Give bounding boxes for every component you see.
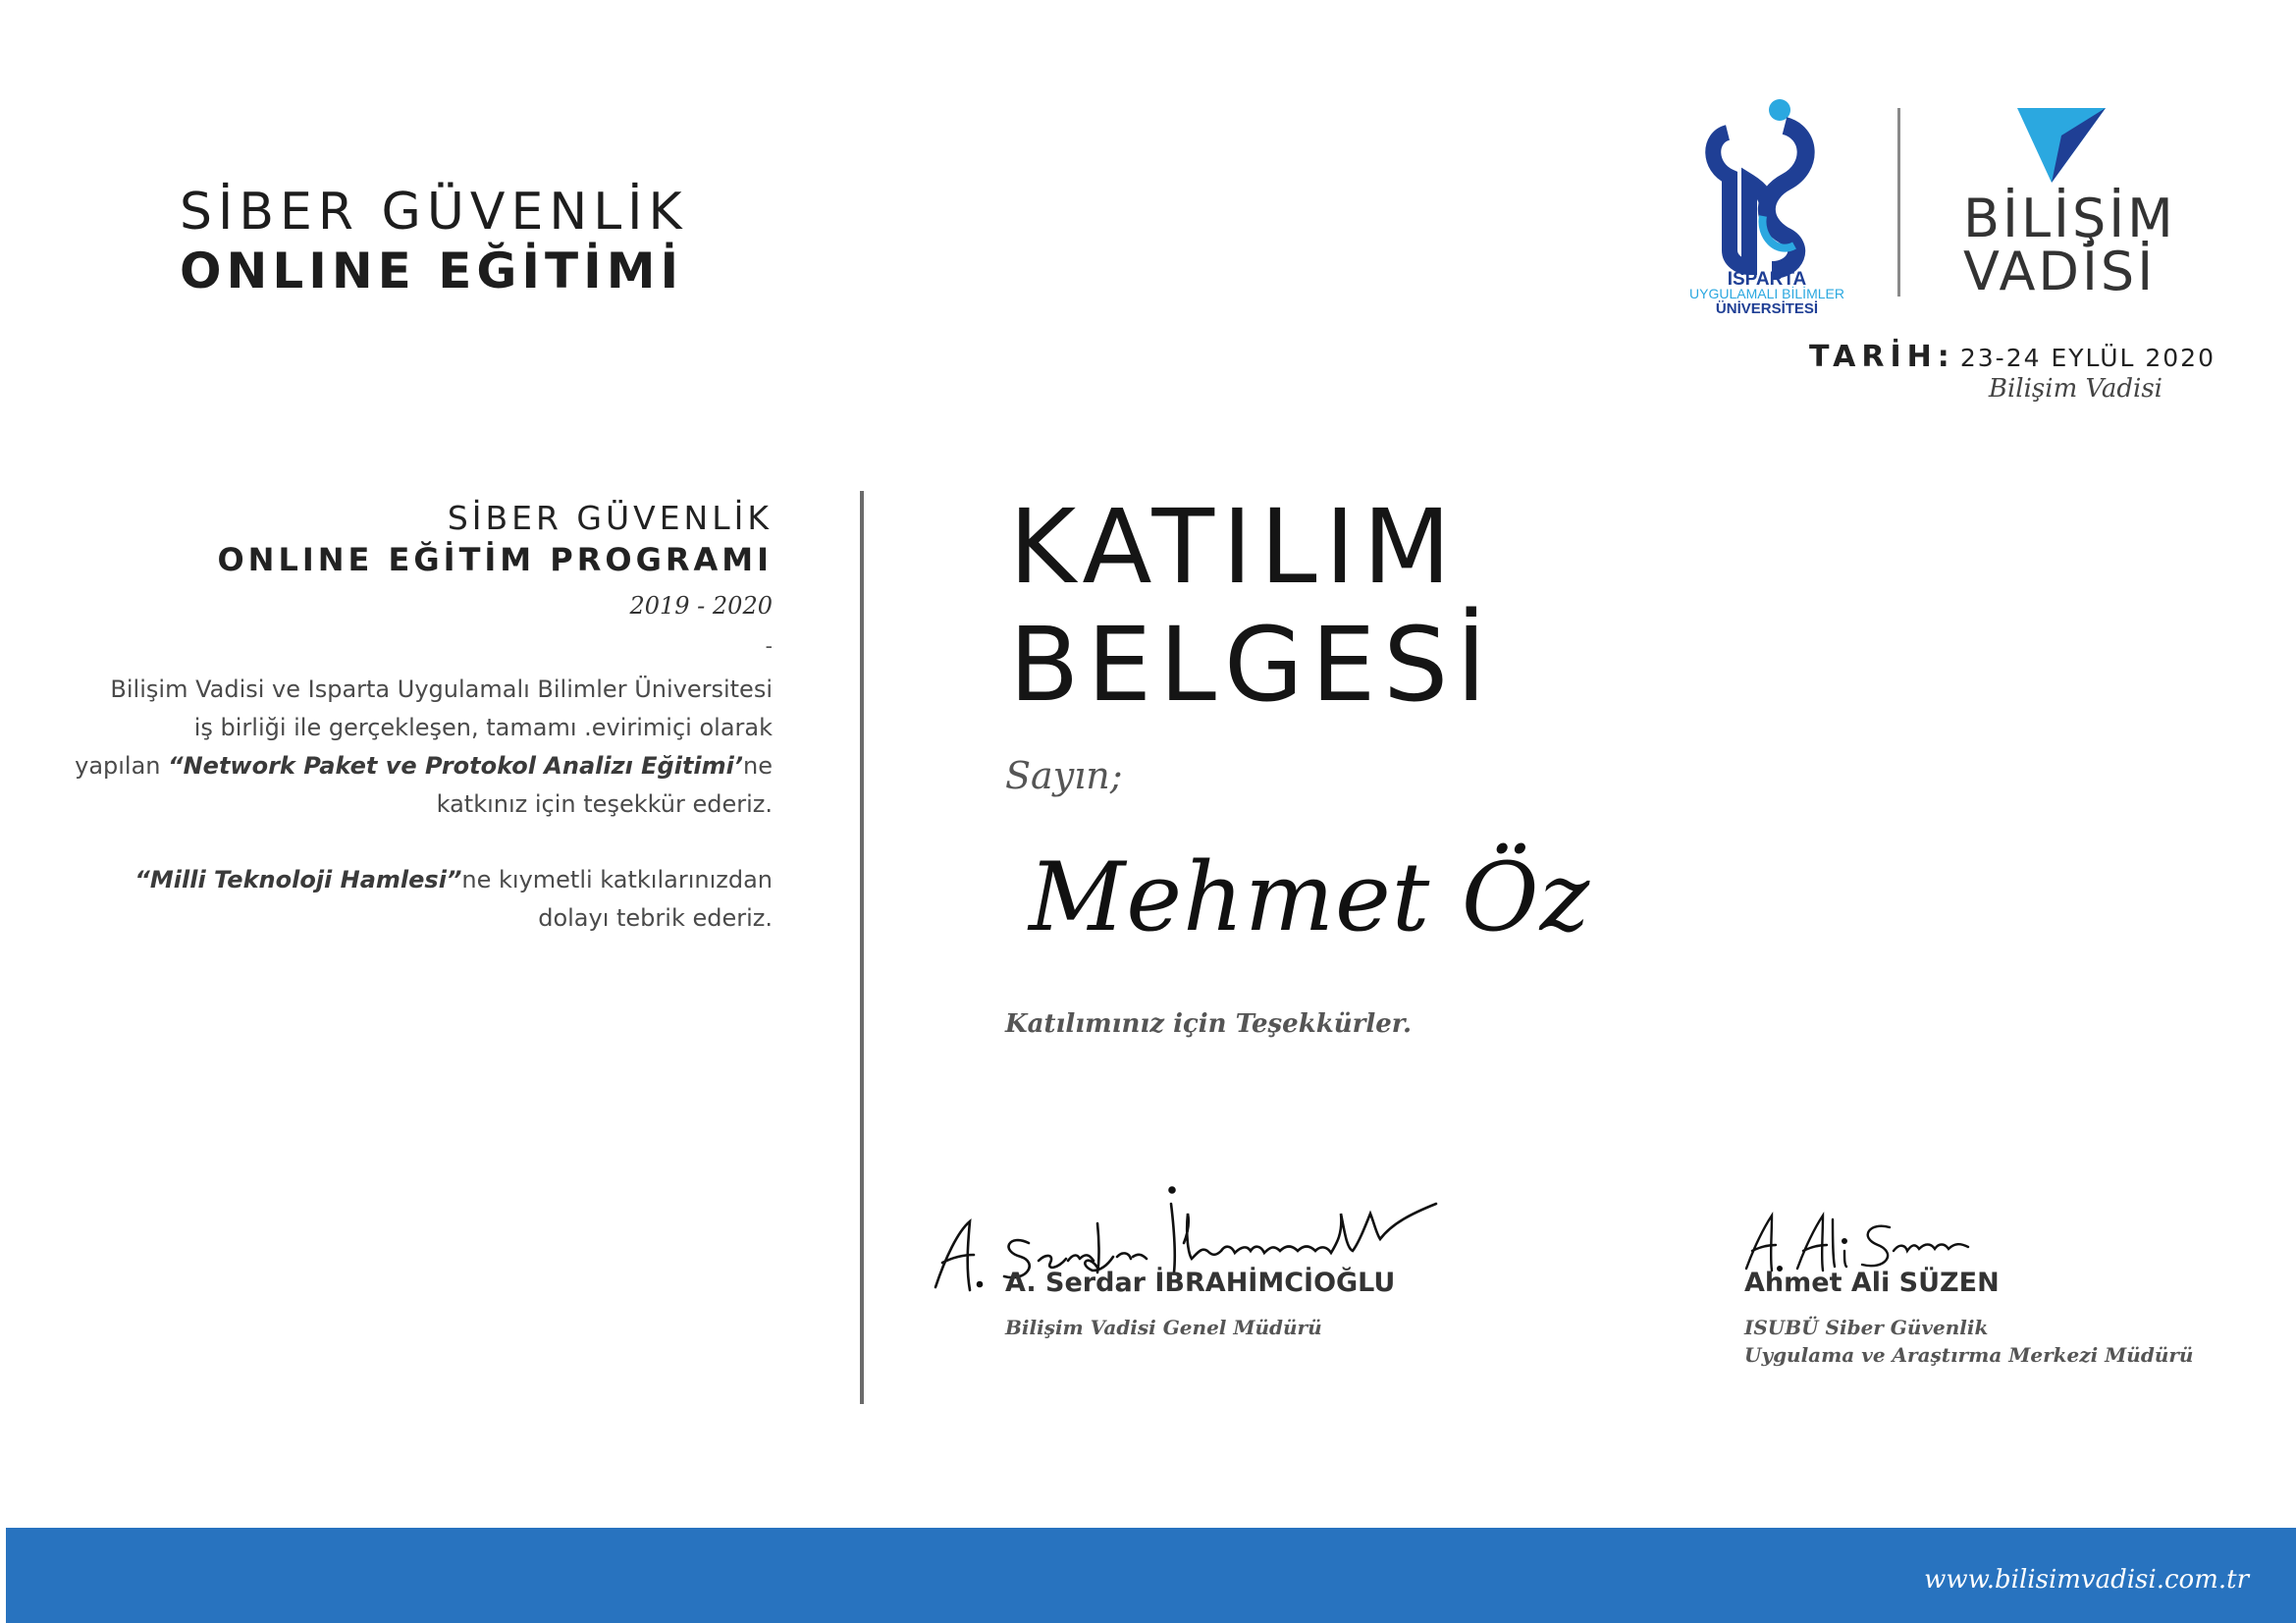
program-text-line3-suffix: ne [743, 752, 773, 780]
program-text-line5 [134, 866, 773, 893]
program-text-line3-prefix: yapılan [75, 752, 169, 780]
event-title-line1: SİBER GÜVENLİK [180, 183, 688, 242]
program-text-line6: dolayı tebrik ederiz. [538, 904, 773, 932]
certificate-title-line2: BELGESİ [1009, 605, 1494, 725]
program-separator: - [765, 633, 773, 658]
program-text-line1: Bilişim Vadisi ve Isparta Uygulamalı Bilimler Üniversitesi [110, 676, 773, 703]
signatory-2-title-line1: ISUBÜ Siber Güvenlik [1744, 1316, 1989, 1339]
signatory-2-name: Ahmet Ali SÜZEN [1744, 1268, 2000, 1298]
logo-year: 2018 [1762, 250, 1780, 259]
signature-2-handwriting [1742, 1208, 1978, 1276]
thanks-text: Katılımınız için Teşekkürler. [1005, 1009, 1413, 1039]
isparta-university-logo [1669, 98, 1865, 314]
signatory-1-name: A. Serdar İBRAHİMCİOĞLU [1005, 1268, 1396, 1298]
salutation: Sayın; [1005, 754, 1123, 797]
signatory-1-title: Bilişim Vadisi Genel Müdürü [1005, 1316, 1322, 1339]
vertical-divider [860, 491, 864, 1404]
event-date [1809, 340, 2216, 374]
logo-line2: UYGULAMALI BİLİMLER [1689, 286, 1844, 301]
date-label: TARİH: [1809, 340, 1955, 374]
signatory-2-title-line2: Uygulama ve Araştırma Merkezi Müdürü [1744, 1343, 2194, 1367]
footer-website-link[interactable]: www.bilisimvadisi.com.tr [1924, 1565, 2249, 1595]
logo-line3: ÜNİVERSİTESİ [1715, 300, 1819, 314]
program-text-line5-suffix: ne kıymetli katkılarınızdan [461, 866, 773, 893]
program-text-line3 [75, 752, 773, 780]
program-text-line4: katkınız için teşekkür ederiz. [436, 790, 773, 818]
date-value: 23-24 EYLÜL 2020 [1959, 344, 2216, 372]
program-title-line1: SİBER GÜVENLİK [447, 499, 773, 537]
initiative-name: “Milli Teknoloji Hamlesi” [134, 866, 462, 893]
logo-divider [1897, 108, 1900, 297]
recipient-name: Mehmet Öz [1029, 842, 1591, 952]
bilisim-vadisi-logo-mark [2012, 106, 2110, 185]
program-years: 2019 - 2020 [629, 592, 773, 620]
logo-left-stroke [1713, 133, 1767, 267]
training-name: “Network Paket ve Protokol Analizı Eğitimi’ [168, 752, 744, 780]
program-title-line2: ONLINE EĞİTİM PROGRAMI [217, 541, 773, 578]
program-text-line2: iş birliği ile gerçekleşen, tamamı .evirimiçi olarak [193, 714, 773, 741]
logo-line1: ISPARTA [1727, 269, 1807, 290]
event-title-line2: ONLINE EĞİTİMİ [180, 243, 684, 299]
bilisim-logo-word2: VADİSİ [1963, 241, 2157, 302]
certificate-title-line1: KATILIM [1009, 487, 1459, 607]
bilisim-logo-word1: BİLİŞİM [1963, 188, 2176, 249]
date-location: Bilişim Vadisi [1988, 374, 2163, 404]
